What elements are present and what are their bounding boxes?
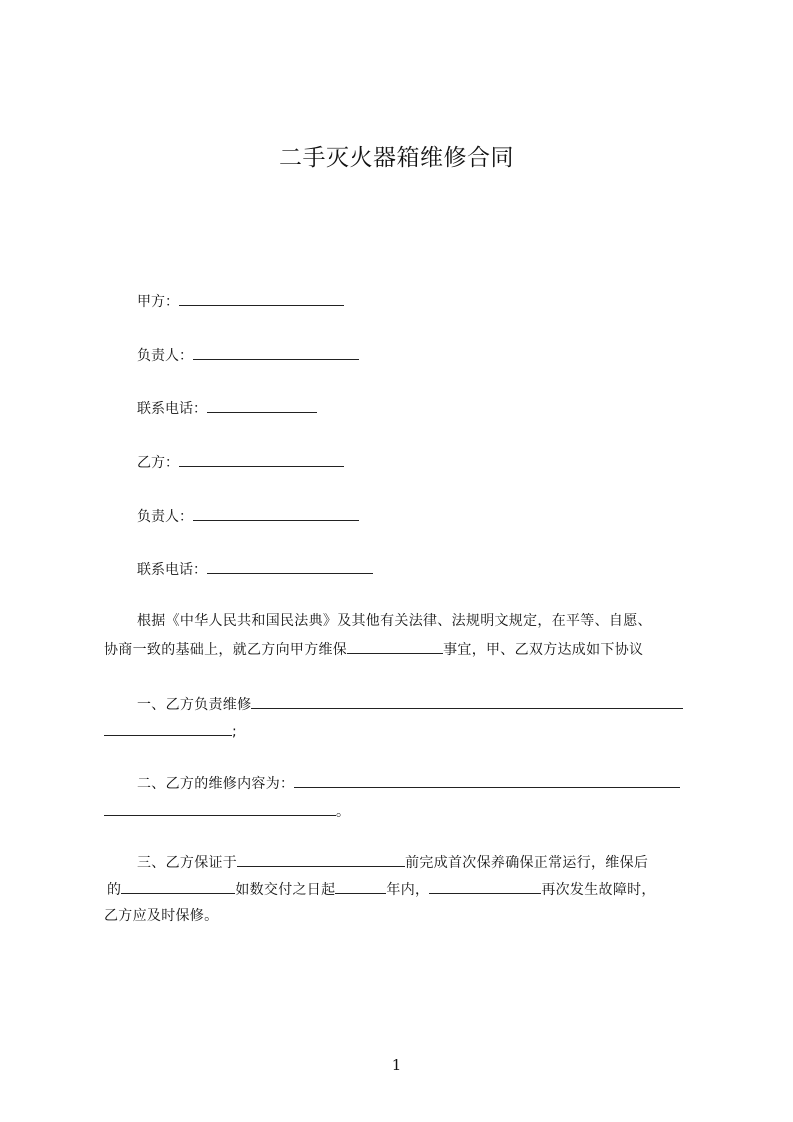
clause-2-blank-b[interactable] [104,801,336,816]
party-b-manager-field [137,506,359,527]
party-a-phone-blank[interactable] [207,398,317,413]
clause-1-line-1 [137,694,683,715]
clause-2-end: 。 [336,804,351,820]
preamble-text-a: 协商一致的基础上，就乙方向甲方维保 [104,642,348,658]
preamble-text-b: 事宜，甲、乙双方达成如下协议 [443,642,644,658]
clause-3-text-b: 前完成首次保养确保正常运行，维保后 [405,855,649,871]
party-b-field [137,452,344,473]
party-b-manager-label: 负责人： [137,509,193,525]
party-a-field [137,291,344,312]
party-b-label: 乙方： [137,455,179,471]
party-a-manager-field [137,345,359,366]
party-b-phone-field [137,559,373,580]
clause-3-date-blank[interactable] [237,852,405,867]
party-a-blank[interactable] [179,291,344,306]
contract-title: 二手灭火器箱维修合同 [279,145,514,171]
maintenance-item-blank[interactable] [347,639,443,654]
clause-3-item-blank[interactable] [121,879,235,894]
clause-1-blank-a[interactable] [251,694,683,709]
clause-2-text: 二、乙方的维修内容为： [137,776,295,792]
party-b-phone-label: 联系电话： [137,562,207,578]
clause-2-line-2 [104,801,350,822]
clause-1-blank-b[interactable] [104,721,232,736]
clause-3-condition-blank[interactable] [429,879,541,894]
clause-3-text-d: 如数交付之日起 [235,882,336,898]
clause-2-line-1 [137,773,680,794]
party-a-phone-field [137,398,317,419]
page-number: 1 [391,1056,402,1074]
party-b-phone-blank[interactable] [207,559,373,574]
party-a-label: 甲方： [137,294,179,310]
party-b-blank[interactable] [179,452,344,467]
clause-3-years-blank[interactable] [335,879,386,894]
clause-3-text-e: 年内， [386,882,430,898]
preamble-line-1: 根据《中华人民共和国民法典》及其他有关法律、法规明文规定，在平等、自愿、 [137,613,652,629]
party-a-phone-label: 联系电话： [137,401,207,417]
preamble-line-2 [104,639,643,660]
party-a-manager-label: 负责人： [137,348,193,364]
clause-3-line-1 [137,852,648,873]
clause-1-text: 一、乙方负责维修 [137,697,252,713]
clause-1-end: ; [232,724,238,740]
clause-3-line-3: 乙方应及时保修。 [104,908,219,924]
clause-3-line-2 [107,879,656,900]
party-a-manager-blank[interactable] [193,345,359,360]
clause-1-line-2 [104,721,237,742]
clause-3-text-f: 再次发生故障时， [541,882,656,898]
clause-3-text-c: 的 [107,882,122,898]
party-b-manager-blank[interactable] [193,506,359,521]
clause-3-text-a: 三、乙方保证于 [137,855,238,871]
clause-2-blank-a[interactable] [294,773,680,788]
